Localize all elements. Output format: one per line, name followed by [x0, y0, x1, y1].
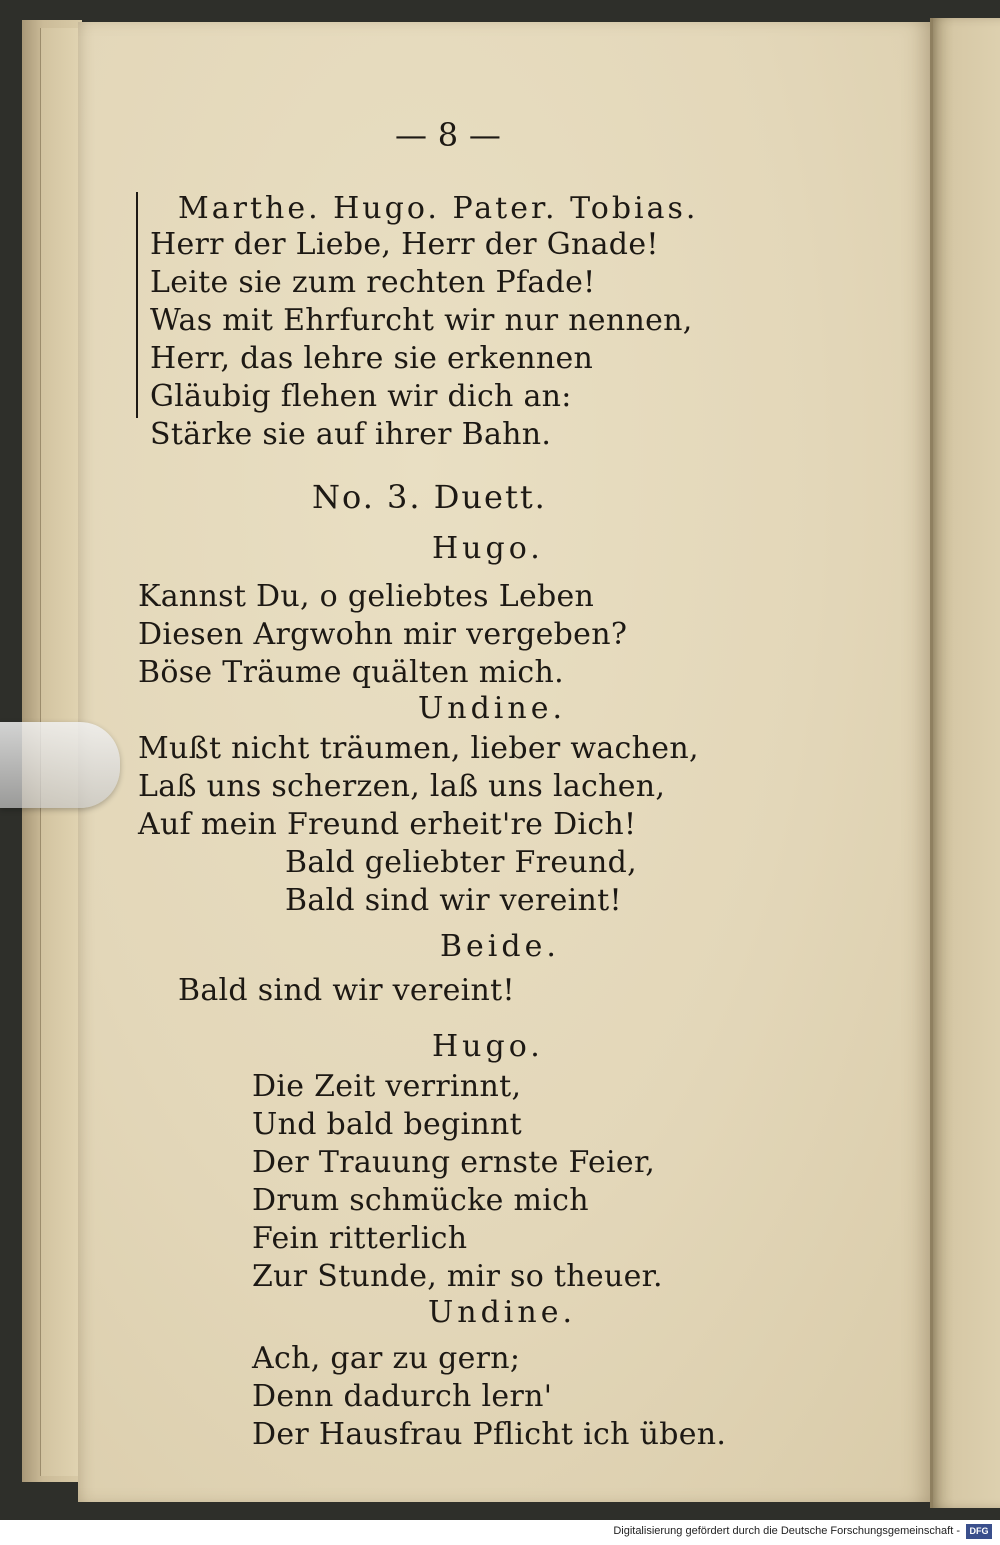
dfg-logo: DFG	[966, 1524, 992, 1539]
page-clip	[0, 722, 120, 808]
undine-verse	[252, 1340, 726, 1454]
verse-line: Mußt nicht träumen, lieber wachen,	[138, 731, 699, 766]
voices-bracket	[136, 192, 146, 418]
undine-verse	[138, 730, 699, 844]
beide-verse	[178, 972, 515, 1010]
verse-line: Bald geliebter Freund,	[285, 845, 637, 880]
verse-line: Bald sind wir vereint!	[285, 883, 622, 918]
footer-credit: Digitalisierung gefördert durch die Deutsche Forschungsgemeinschaft -	[613, 1525, 960, 1537]
facing-page-edge	[930, 18, 1000, 1508]
verse-line: Herr, das lehre sie erkennen	[150, 341, 594, 376]
verse-line: Was mit Ehrfurcht wir nur nennen,	[150, 303, 693, 338]
verse-line: Diesen Argwohn mir vergeben?	[138, 617, 628, 652]
verse-line: Leite sie zum rechten Pfade!	[150, 265, 596, 300]
hugo-verse	[252, 1068, 663, 1296]
chorus-verse	[150, 226, 693, 454]
speaker-beide: Beide.	[440, 929, 560, 964]
verse-line: Fein ritterlich	[252, 1221, 468, 1256]
verse-line: Und bald beginnt	[252, 1107, 523, 1142]
verse-line: Kannst Du, o geliebtes Leben	[138, 579, 595, 614]
verse-line: Auf mein Freund erheit're Dich!	[138, 807, 637, 842]
speakers-line: Marthe. Hugo. Pater. Tobias.	[178, 191, 699, 226]
page-number: — 8 —	[395, 116, 502, 154]
verse-line: Drum schmücke mich	[252, 1183, 589, 1218]
verse-line: Böse Träume quälten mich.	[138, 655, 564, 690]
verse-line: Der Trauung ernste Feier,	[252, 1145, 656, 1180]
footer-bar	[0, 1520, 1000, 1545]
verse-line: Denn dadurch lern'	[252, 1379, 553, 1414]
undine-verse-indented	[285, 844, 637, 920]
verse-line: Die Zeit verrinnt,	[252, 1069, 522, 1104]
verse-line: Herr der Liebe, Herr der Gnade!	[150, 227, 659, 262]
hugo-verse	[138, 578, 627, 692]
speaker-hugo: Hugo.	[432, 531, 544, 566]
speaker-undine: Undine.	[418, 691, 567, 726]
verse-line: Der Hausfrau Pflicht ich üben.	[252, 1417, 727, 1452]
speaker-undine: Undine.	[428, 1295, 577, 1330]
verse-line: Gläubig flehen wir dich an:	[150, 379, 572, 414]
number-heading: No. 3. Duett.	[312, 478, 547, 516]
speaker-hugo: Hugo.	[432, 1029, 544, 1064]
verse-line: Ach, gar zu gern;	[252, 1341, 521, 1376]
verse-line: Bald sind wir vereint!	[178, 973, 515, 1008]
verse-line: Laß uns scherzen, laß uns lachen,	[138, 769, 666, 804]
gutter	[930, 18, 933, 1508]
verse-line: Zur Stunde, mir so theuer.	[252, 1259, 663, 1294]
verse-line: Stärke sie auf ihrer Bahn.	[150, 417, 552, 452]
